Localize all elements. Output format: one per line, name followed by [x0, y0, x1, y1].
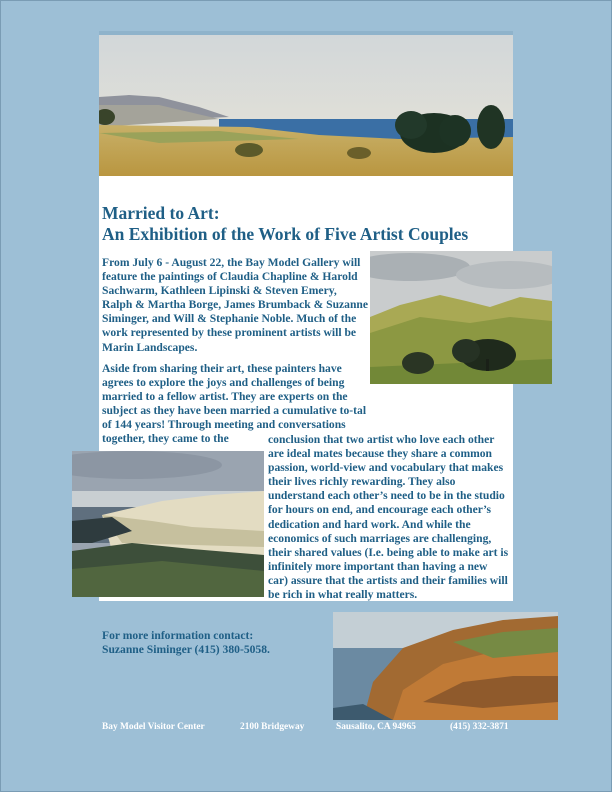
- footer-street: 2100 Bridgeway: [240, 722, 305, 732]
- exhibition-title: [102, 203, 502, 245]
- green-hills-painting: [370, 251, 552, 384]
- conclusion-paragraph: conclusion that two artist who love each other are ideal mates because they share a common passion, world-view and vocabulary that makes their lives richly rewarding. They also understand each other’s need to be in the studio for hours on end, and encourage each other’s dedication and hard work. And while the economics of such marriages are challenging, their shared values (I.e. being able to make art is infinitely more important than having a new car) assure that the artists and their families will be rich in what really matters.: [268, 433, 509, 602]
- title-line-2: An Exhibition of the Work of Five Artist Couples: [102, 224, 469, 244]
- footer-address: [102, 722, 522, 736]
- contact-line-2: Suzanne Siminger (415) 380-5058.: [102, 643, 270, 657]
- footer-venue: Bay Model Visitor Center: [102, 722, 205, 732]
- hero-landscape-painting: [99, 35, 513, 176]
- intro-paragraph: From July 6 - August 22, the Bay Model Gallery will feature the paintings of Claudia Chapline & Harold Sachwarm, Kathleen Lipinski & Steven Emery, Ralph & Martha Borge, James Brumback & Suzanne Siminger, and Will & Stephanie Noble. Much of the work represented by these prominent artists will be Marin Landscapes.: [102, 256, 369, 354]
- footer-phone: (415) 332-3871: [450, 722, 509, 732]
- title-line-1: Married to Art:: [102, 203, 220, 223]
- coastal-bluffs-painting: [72, 451, 264, 597]
- footer-city: Sausalito, CA 94965: [336, 722, 416, 732]
- sharing-paragraph: Aside from sharing their art, these painters have agrees to explore the joys and challenges of being married to a fellow artist. They are experts on the subject as they have been married a cumulative to-tal of 144 years! Through meeting and conversations together, they came to the: [102, 362, 367, 446]
- orange-cliffs-painting: [333, 612, 558, 720]
- contact-info: [102, 629, 332, 657]
- contact-line-1: For more information contact:: [102, 629, 254, 642]
